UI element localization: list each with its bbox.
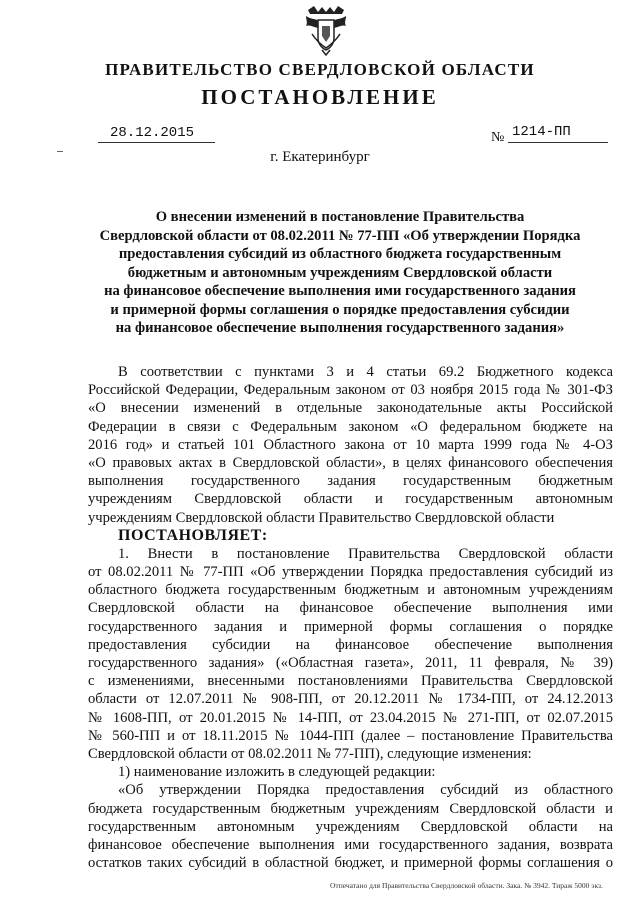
- title-line: Свердловской области от 08.02.2011 № 77-ПП «Об утверждении Порядка: [99, 227, 581, 244]
- text-line: финансовое обеспечение выполнения ими государственного задания, возврата: [88, 837, 613, 854]
- text-line: «О правовых актах в Свердловской области», в целях финансового обеспечения: [88, 455, 613, 472]
- text-line: «Об утверждении Порядка предоставления субсидий из областного: [118, 782, 613, 799]
- text-line: № 560-ПП и от 18.11.2015 № 1044-ПП (далее – постановление Правительства: [88, 727, 613, 744]
- text-line: остатков таких субсидий в областной бюджет, и примерной формы соглашения о: [88, 855, 613, 872]
- text-line: областного бюджета государственным бюджетным и автономным учреждениям: [88, 582, 613, 599]
- document-number: 1214-ПП: [512, 124, 571, 140]
- document-title: [70, 208, 610, 338]
- preamble-paragraph: [88, 363, 613, 527]
- text-line: «О внесении изменений в отдельные законодательные акты Российской: [88, 400, 613, 417]
- item-paragraphs: [88, 545, 613, 873]
- title-line: О внесении изменений в постановление Правительства: [155, 209, 525, 225]
- document-body: [88, 363, 613, 872]
- text-line: области от 12.07.2011 № 908-ПП, от 20.12.2011 № 1734-ПП, от 24.12.2013: [88, 691, 613, 708]
- title-line: и примерной формы соглашения о порядке предоставления субсидии: [110, 301, 570, 318]
- text-line: 2016 год» и статьей 101 Областного закона от 10 марта 1999 года № 4-ОЗ: [88, 436, 613, 453]
- text-line: Свердловской области от 08.02.2011 № 77-ПП), следующие изменения:: [88, 746, 532, 763]
- text-line: выполнения государственного задания государственным бюджетным: [88, 473, 613, 490]
- city: г. Екатеринбург: [270, 149, 370, 165]
- text-line: бюджета государственным бюджетным учреждениям Свердловской области и: [88, 800, 613, 817]
- text-line: учреждениям Свердловской области Правительство Свердловской области: [88, 509, 555, 526]
- text-line: государственного задания» («Областная газета», 2011, 11 февраля, № 39): [88, 655, 613, 672]
- text-line: от 08.02.2011 № 77-ПП «Об утверждении Порядка предоставления субсидий из: [88, 564, 613, 581]
- text-line: государственного задания и примерной формы соглашения о порядке: [88, 618, 613, 635]
- text-line: государственным автономным учреждениям Свердловской области на: [88, 818, 613, 835]
- resolves-heading: ПОСТАНОВЛЯЕТ:: [118, 526, 268, 544]
- coat-of-arms-icon: [302, 4, 350, 56]
- text-line: учреждениям Свердловской области и государственным автономным: [88, 491, 613, 508]
- text-line: 1) наименование изложить в следующей редакции:: [118, 764, 436, 781]
- title-line: на финансовое обеспечение выполнения государственного задания»: [115, 320, 565, 336]
- print-footer: Отпечатано для Правительства Свердловской области. Зака. № 3942. Тираж 5000 экз.: [330, 881, 603, 890]
- text-line: В соответствии с пунктами 3 и 4 статьи 69.2 Бюджетного кодекса: [118, 364, 613, 380]
- text-line: предоставления субсидии на финансовое обеспечение выполнения: [88, 636, 613, 653]
- text-line: Свердловской области на финансовое обеспечение выполнения ими: [88, 600, 613, 617]
- title-line: на финансовое обеспечение выполнения ими государственного задания: [104, 283, 576, 299]
- text-line: с изменениями, внесенными постановлениями Правительства Свердловской: [88, 673, 613, 690]
- number-underline: [508, 142, 608, 143]
- text-line: № 1608-ПП, от 20.01.2015 № 14-ПП, от 23.04.2015 № 271-ПП, от 02.07.2015: [88, 709, 613, 726]
- text-line: 1. Внести в постановление Правительства Свердловской области: [118, 545, 613, 562]
- number-sign: №: [491, 130, 505, 145]
- text-line: Российской Федерации, Федеральным законом от 03 ноября 2015 года № 301-ФЗ: [88, 382, 613, 399]
- document-type: ПОСТАНОВЛЕНИЕ: [201, 85, 439, 109]
- text-line: Федерации в связи с Федеральным законом «О федеральном бюджете на: [88, 418, 613, 435]
- government-name: ПРАВИТЕЛЬСТВО СВЕРДЛОВСКОЙ ОБЛАСТИ: [105, 60, 535, 79]
- title-line: предоставления субсидий из областного бюджета государственным: [118, 246, 562, 262]
- document-date: 28.12.2015: [110, 125, 195, 141]
- title-line: бюджетным и автономным учреждениям Свердловской области: [127, 264, 553, 281]
- date-underline: [98, 142, 215, 143]
